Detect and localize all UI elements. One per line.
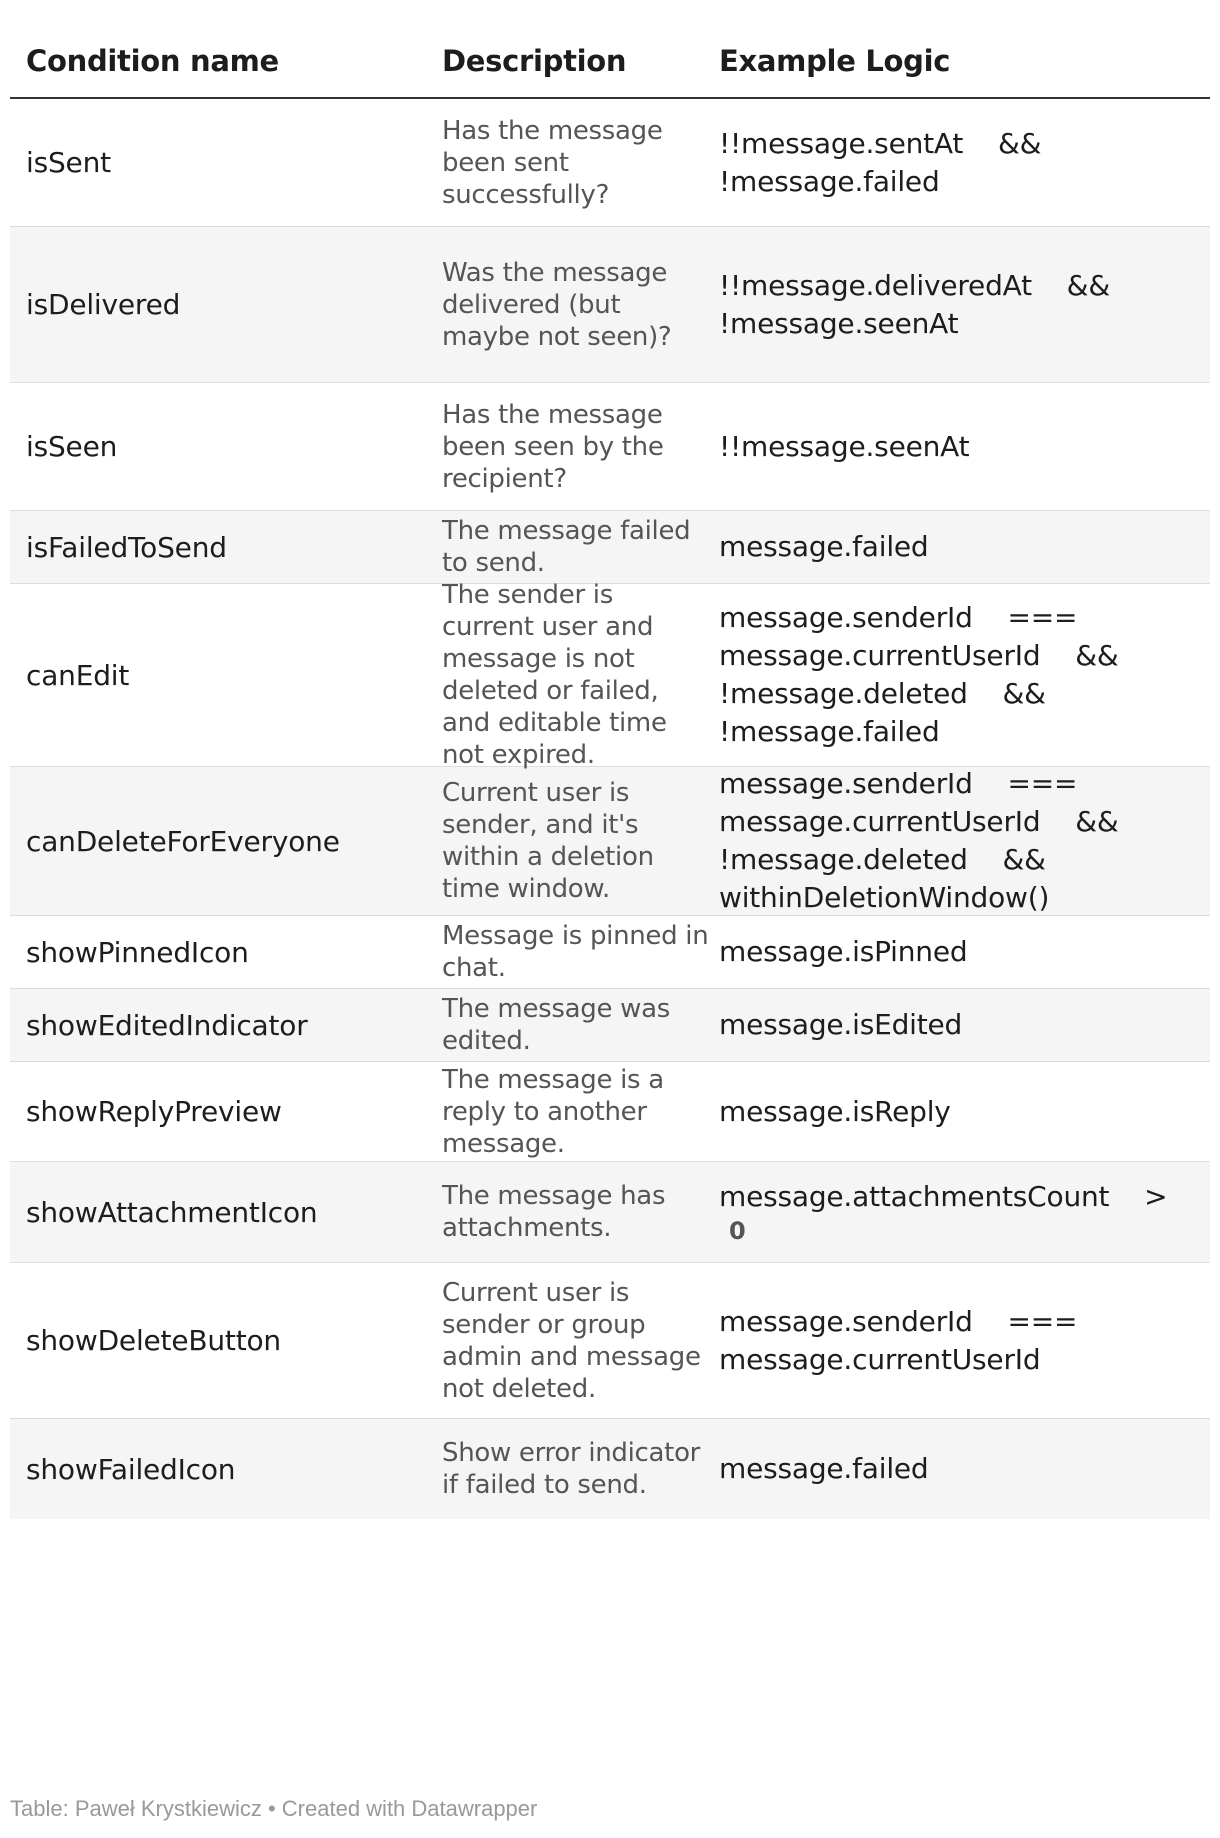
table-row — [10, 1062, 1210, 1162]
condition-name-cell: showAttachmentIcon — [26, 1195, 318, 1229]
logic-line: message.isPinned — [719, 935, 968, 968]
logic-line: message.isEdited — [719, 1008, 963, 1041]
logic-line: !!message.deliveredAt && — [719, 268, 1110, 302]
logic-line: message.currentUserId && — [719, 639, 1119, 672]
description-cell: Has the message been seen by the recipient? — [442, 399, 664, 494]
logic-line: message.failed — [719, 530, 929, 563]
condition-name-cell: showFailedIcon — [26, 1452, 236, 1486]
table-header — [10, 38, 1210, 99]
condition-name-cell: canEdit — [26, 658, 130, 692]
logic-line: message.senderId === — [719, 767, 1078, 800]
table-row — [10, 1263, 1210, 1419]
logic-line: message.senderId === — [719, 1304, 1078, 1338]
description-cell: Was the message delivered (but maybe not seen)? — [442, 257, 672, 352]
table-row — [10, 580, 1210, 770]
description-cell: The sender is current user and message is not deleted or failed, and editable time not expired. — [442, 580, 667, 770]
header-example-logic: Example Logic — [719, 44, 951, 78]
logic-line: !!message.seenAt — [719, 429, 970, 463]
example-logic-cell — [719, 1178, 1210, 1246]
description-cell: Current user is sender or group admin and message not deleted. — [442, 1277, 701, 1404]
logic-line: message.currentUserId — [719, 1342, 1041, 1376]
logic-line: !message.seenAt — [719, 306, 959, 340]
table-row — [10, 99, 1210, 227]
condition-name-cell: isSent — [26, 146, 111, 179]
table-row — [10, 1162, 1210, 1263]
condition-name-cell: isFailedToSend — [26, 530, 227, 564]
logic-line: !message.failed — [719, 164, 940, 198]
example-logic-cell — [719, 1093, 1210, 1131]
condition-name-cell: isDelivered — [26, 288, 181, 321]
condition-name-cell: showReplyPreview — [26, 1095, 282, 1128]
description-cell: Has the message been sent successfully? — [442, 115, 663, 210]
logic-line: !message.deleted && — [719, 677, 1046, 710]
table-row — [10, 227, 1210, 383]
example-logic-cell — [719, 599, 1210, 751]
description-cell: The message was edited. — [442, 994, 670, 1056]
description-cell: Message is pinned in chat. — [442, 921, 709, 983]
table-row — [10, 511, 1210, 584]
table-footer-credit: Table: Paweł Krystkiewicz • Created with Datawrapper — [10, 1796, 538, 1821]
logic-line: !!message.sentAt && — [719, 126, 1042, 160]
example-logic-cell — [719, 933, 1210, 971]
example-logic-cell — [719, 765, 1210, 917]
example-logic-cell — [719, 1450, 1210, 1488]
example-logic-cell — [719, 125, 1210, 201]
logic-line: withinDeletionWindow() — [719, 881, 1050, 914]
example-logic-cell — [719, 1006, 1210, 1044]
example-logic-cell — [719, 267, 1210, 343]
header-description: Description — [442, 44, 627, 78]
logic-line: !message.deleted && — [719, 843, 1046, 876]
example-logic-cell — [719, 528, 1210, 566]
condition-name-cell: showPinnedIcon — [26, 935, 249, 969]
example-logic-cell — [719, 428, 1210, 466]
table-row — [10, 1419, 1210, 1519]
table-row — [10, 767, 1210, 916]
logic-line: message.currentUserId && — [719, 805, 1119, 838]
header-condition-name: Condition name — [26, 44, 279, 78]
logic-line: message.attachmentsCount > — [719, 1180, 1168, 1213]
description-cell: Show error indicator if failed to send. — [442, 1438, 701, 1500]
logic-line: message.senderId === — [719, 601, 1078, 634]
example-logic-cell — [719, 1303, 1210, 1379]
table-row — [10, 383, 1210, 511]
logic-line: message.failed — [719, 1452, 929, 1485]
description-cell: The message failed to send. — [442, 516, 691, 578]
logic-value: 0 — [729, 1217, 746, 1245]
logic-line: message.isReply — [719, 1094, 951, 1128]
conditions-table — [10, 38, 1210, 1519]
condition-name-cell: canDeleteForEveryone — [26, 824, 340, 858]
table-row — [10, 916, 1210, 989]
description-cell: The message is a reply to another message. — [442, 1064, 664, 1159]
condition-name-cell: showDeleteButton — [26, 1324, 281, 1357]
table-body — [10, 99, 1210, 1519]
description-cell: Current user is sender, and it's within a deletion time window. — [442, 778, 654, 904]
condition-name-cell: showEditedIndicator — [26, 1008, 308, 1042]
logic-line: !message.failed — [719, 715, 940, 748]
table-row — [10, 989, 1210, 1062]
condition-name-cell: isSeen — [26, 430, 118, 463]
description-cell: The message has attachments. — [442, 1181, 666, 1243]
